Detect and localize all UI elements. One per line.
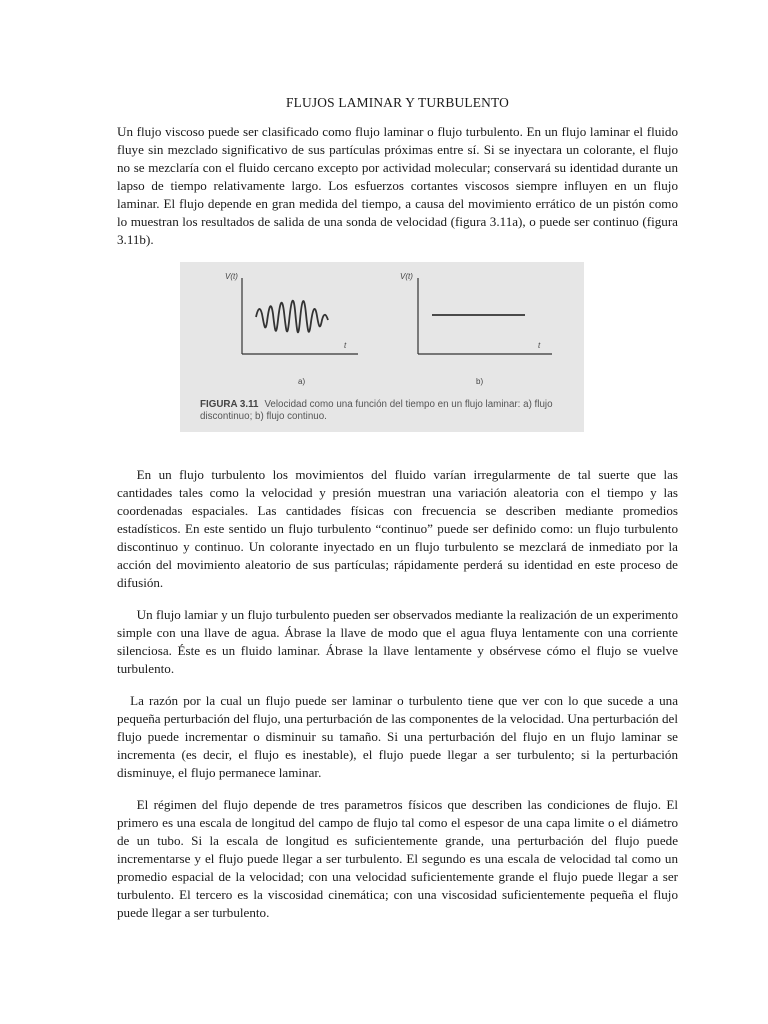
axis-label-b: V(t)	[400, 272, 413, 281]
paragraph-2	[117, 466, 678, 592]
panel-a-label: a)	[298, 377, 306, 386]
time-label-b: t	[538, 341, 541, 350]
figure-caption-text: Velocidad como una función del tiempo en un flujo laminar: a) flujo discontinuo; b) flujo continuo.	[200, 399, 553, 422]
axis-label-a: V(t)	[225, 272, 238, 281]
paragraph-3-text: Un flujo lamiar y un flujo turbulento pueden ser observados mediante la realización de un experimento simple con una llave de agua. Ábrase la llave de modo que el agua fluya lentamente con una corriente silenciosa. Éste es un fluido laminar. Ábrase la llave lentamente y obsérvese cómo el flujo se vuelve turbulento.	[117, 607, 678, 676]
figure-3-11	[180, 262, 584, 432]
figure-caption	[200, 399, 580, 423]
panel-b-axes	[418, 278, 552, 354]
paragraph-5	[117, 796, 678, 922]
panel-b-label: b)	[476, 377, 484, 386]
document-page	[117, 94, 678, 922]
paragraph-2-text: En un flujo turbulento los movimientos del fluido varían irregularmente de tal suerte que las cantidades tales como la velocidad y presión muestran una variación aleatoria con el tiempo y las coordenadas espaciales. Las cantidades físicas con frecuencia se describen mediante promedios estadísticos. En este sentido un flujo turbulento “continuo” puede ser definido como: un flujo turbulento discontinuo y continuo. Un colorante inyectado en un flujo turbulento se mezclará de inmediato por la acción del movimiento aleatorio de sus partículas; rápidamente perderá su identidad en este proceso de difusión.	[117, 467, 678, 590]
figure-caption-label: FIGURA 3.11	[200, 399, 259, 410]
time-label-a: t	[344, 341, 347, 350]
paragraph-4	[117, 692, 678, 782]
page-title: FLUJOS LAMINAR Y TURBULENTO	[285, 95, 509, 110]
paragraph-5-text: El régimen del flujo depende de tres parametros físicos que describen las condiciones de flujo. El primero es una escala de longitud del campo de flujo tal como el espesor de una capa limite o el diámetro de un tubo. Si la escala de longitud es suficientemente grande, una perturbación del flujo puede incrementarse y el flujo puede llegar a ser turbulento. El segundo es una escala de velocidad tal como un promedio espacial de la velocidad; con una velocidad suficientemente grande el flujo puede llegar a ser turbulento. El tercero es la viscosidad cinemática; con una viscosidad suficientemente pequeña el flujo puede llegar a ser turbulento.	[117, 797, 678, 920]
paragraph-3	[117, 606, 678, 678]
paragraph-4-text: La razón por la cual un flujo puede ser laminar o turbulento tiene que ver con lo que sucede a una pequeña perturbación del flujo, una perturbación de las componentes de la velocidad. Una perturbación del flujo puede incrementar o disminuir su tamaño. Si una perturbación del flujo en un flujo laminar se incrementa (es decir, el flujo es inestable), el flujo puede llegar a ser turbulento; si la perturbación disminuye, el flujo permanece laminar.	[117, 693, 678, 780]
panel-a-signal	[256, 301, 328, 333]
paragraph-1: Un flujo viscoso puede ser clasificado como flujo laminar o flujo turbulento. En un flujo laminar el fluido fluye sin mezclado significativo de sus partículas próximas entre sí. Si se inyectara un colorante, el flujo no se mezclaría con el fluido cercano excepto por actividad molecular; conservará su identidad durante un lapso de tiempo relativamente largo. Los esfuerzos cortantes viscosos siempre influyen en un flujo laminar. El flujo depende en gran medida del tiempo, a causa del movimiento errático de un pistón como lo muestran los resultados de salida de una sonda de velocidad (figura 3.11a), o puede ser continuo (figura 3.11b).	[117, 124, 678, 247]
